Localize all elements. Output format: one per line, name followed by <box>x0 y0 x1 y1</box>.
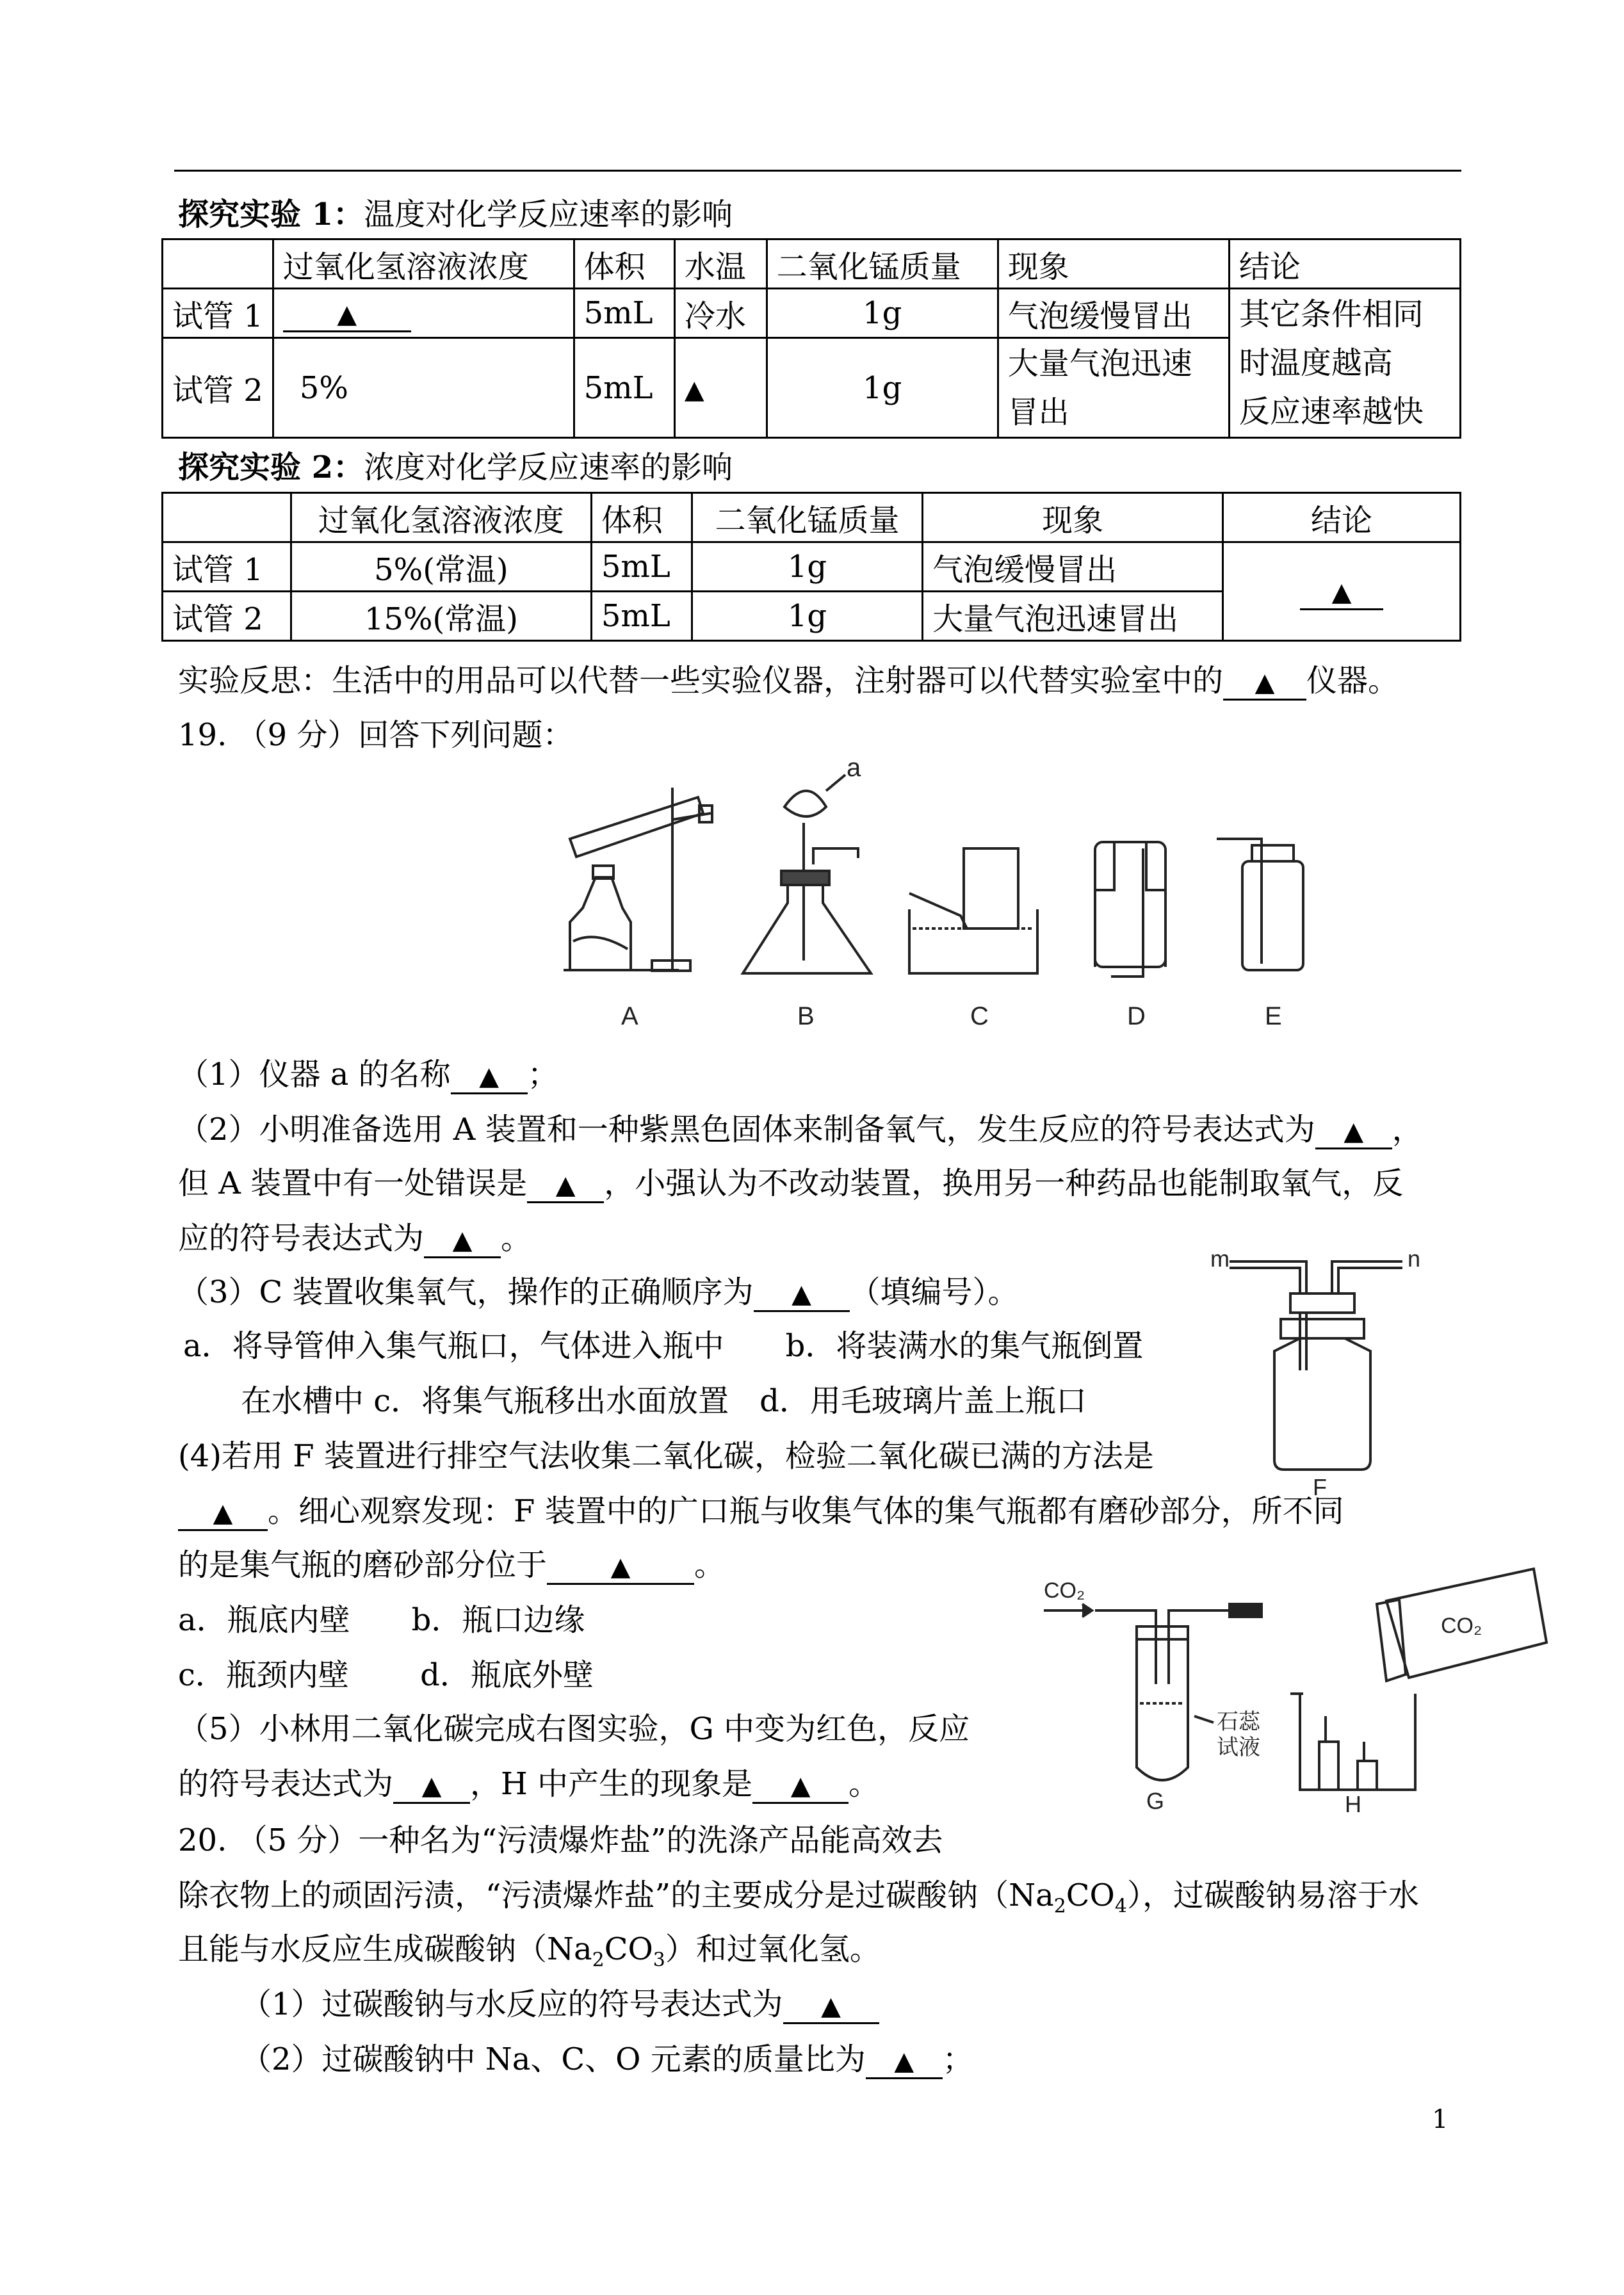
exp2-table <box>161 492 1461 642</box>
g-label: G <box>1146 1788 1165 1814</box>
apparatus-c-drawing <box>909 848 1037 973</box>
g-litmus-label-2: 试液 <box>1217 1735 1260 1760</box>
q19-s2-line1: （2）小明准备选用 A 装置和一种紫黑色固体来制备氧气，发生反应的符号表达式为 ▲ ， <box>178 1110 1423 1149</box>
answer-blank[interactable]: ▲ <box>283 298 411 332</box>
answer-blank[interactable]: ▲ <box>1223 667 1306 701</box>
table-row: 过氧化氢溶液浓度 体积 水温 二氧化锰质量 现象 结论 <box>163 239 1461 289</box>
page-number: 1 <box>1432 2105 1449 2134</box>
table-row: 试管 2 5% 5mL ▲ 1g 大量气泡迅速 冒出 <box>163 338 1461 438</box>
g-co2-label: CO₂ <box>1044 1578 1085 1603</box>
q19-s4-line1: (4)若用 F 装置进行排空气法收集二氧化碳，检验二氧化碳已满的方法是 <box>178 1438 1154 1474</box>
f-label-m: m <box>1210 1245 1230 1272</box>
answer-blank[interactable]: ▲ <box>783 1990 879 2024</box>
q19-s4-opt1: a．瓶底内壁 b．瓶口边缘 <box>178 1602 585 1638</box>
fig-label-c: C <box>970 1002 989 1030</box>
apparatus-figure <box>551 762 1351 1031</box>
apparatus-f-figure <box>1204 1242 1434 1498</box>
q19-s4-line2: ▲ 。细心观察发现：F 装置中的广口瓶与收集气体的集气瓶都有磨砂部分，所不同 <box>178 1492 1344 1531</box>
fig-label-b: B <box>797 1002 815 1030</box>
answer-blank[interactable]: ▲ <box>178 1497 268 1531</box>
reflect-line: 实验反思：生活中的用品可以代替一些实验仪器，注射器可以代替实验室中的 ▲ 仪器。 <box>178 661 1399 701</box>
q19-s5-line1: （5）小林用二氧化碳完成右图实验，G 中变为红色，反应 <box>178 1711 970 1747</box>
q19-s2-line2: 但 A 装置中有一处错误是 ▲ ，小强认为不改动装置，换用另一种药品也能制取氧气，反 <box>178 1164 1403 1203</box>
q19-s5-line2: 的符号表达式为 ▲ ，H 中产生的现象是 ▲ 。 <box>178 1765 879 1804</box>
f-label: F <box>1313 1474 1327 1498</box>
table-row: 试管 2 15%(常温) 5mL 1g 大量气泡迅速冒出 <box>163 592 1461 641</box>
q19-s4-opt2: c．瓶颈内壁 d．瓶底外壁 <box>178 1657 594 1693</box>
answer-blank[interactable]: ▲ <box>527 1169 604 1203</box>
table-row: 过氧化氢溶液浓度 体积 二氧化锰质量 现象 结论 <box>163 493 1461 542</box>
q20-line2: 除衣物上的顽固污渍，“污渍爆炸盐”的主要成分是过碳酸钠$(Na_2CO_4)$，过碳酸钠易溶于水 <box>178 1877 1419 1918</box>
answer-blank[interactable]: ▲ <box>451 1060 528 1094</box>
answer-blank[interactable]: ▲ <box>866 2045 943 2079</box>
fig-label-d: D <box>1127 1002 1146 1030</box>
q20-line3: 且能与水反应生成碳酸钠$(Na_2CO_3)$和过氧化氢。 <box>178 1931 881 1972</box>
apparatus-b-drawing <box>743 775 871 973</box>
q19-s4-line3: 的是集气瓶的磨砂部分位于 ▲ 。 <box>178 1546 725 1585</box>
table-row: 试管 1 5%(常温) 5mL 1g 气泡缓慢冒出 ▲ <box>163 542 1461 592</box>
answer-blank[interactable]: ▲ <box>752 1770 849 1804</box>
q19-s3-opt2: 在水槽中 c．将集气瓶移出水面放置 d．用毛玻璃片盖上瓶口 <box>241 1383 1087 1419</box>
exp1-conclusion: 其它条件相同 时温度越高 反应速率越快 <box>1229 289 1460 438</box>
q20-line1: 20. （5 分）一种名为“污渍爆炸盐”的洗涤产品能高效去 <box>178 1822 943 1858</box>
q20-s1: （1）过碳酸钠与水反应的符号表达式为 ▲ <box>241 1985 879 2024</box>
q19-s1: （1）仪器 a 的名称 ▲ ； <box>178 1055 558 1094</box>
q19-head: 19. （9 分）回答下列问题： <box>178 717 574 753</box>
apparatus-gh-figure <box>1037 1550 1550 1819</box>
answer-blank[interactable]: ▲ <box>393 1770 470 1804</box>
g-litmus-label-1: 石蕊 <box>1217 1710 1260 1734</box>
table-row: 试管 1 ▲ 5mL 冷水 1g 气泡缓慢冒出 其它条件相同 时温度越高 反应速率越快 <box>163 289 1461 338</box>
q19-s3: （3）C 装置收集氧气，操作的正确顺序为 ▲ （填编号）。 <box>178 1273 1019 1312</box>
answer-blank[interactable]: ▲ <box>424 1224 501 1258</box>
answer-blank[interactable]: ▲ <box>1315 1115 1392 1149</box>
apparatus-e-drawing <box>1217 839 1303 970</box>
q19-s3-opt1: a．将导管伸入集气瓶口，气体进入瓶中 b．将装满水的集气瓶倒置 <box>183 1328 1144 1364</box>
exp1-table <box>161 238 1461 439</box>
h-co2-label: CO₂ <box>1441 1614 1482 1638</box>
fig-label-instrument-a: a <box>847 762 861 782</box>
answer-blank[interactable]: ▲ <box>1300 576 1383 610</box>
answer-blank[interactable]: ▲ <box>754 1278 850 1312</box>
answer-blank[interactable]: ▲ <box>684 375 704 405</box>
apparatus-a-drawing <box>564 788 712 971</box>
fig-label-e: E <box>1265 1002 1282 1030</box>
exp1-title: 探究实验 1：温度对化学反应速率的影响 <box>178 197 733 232</box>
q19-s2-line3: 应的符号表达式为 ▲ 。 <box>178 1219 532 1258</box>
apparatus-d-drawing <box>1095 842 1165 977</box>
q20-s2: （2）过碳酸钠中 Na、C、O 元素的质量比为 ▲ ； <box>241 2040 973 2079</box>
fig-label-a: A <box>621 1002 638 1030</box>
exp2-title: 探究实验 2：浓度对化学反应速率的影响 <box>178 450 733 485</box>
f-label-n: n <box>1408 1245 1421 1272</box>
answer-blank[interactable]: ▲ <box>547 1551 694 1585</box>
h-label: H <box>1345 1791 1361 1817</box>
header-rule <box>174 170 1461 172</box>
